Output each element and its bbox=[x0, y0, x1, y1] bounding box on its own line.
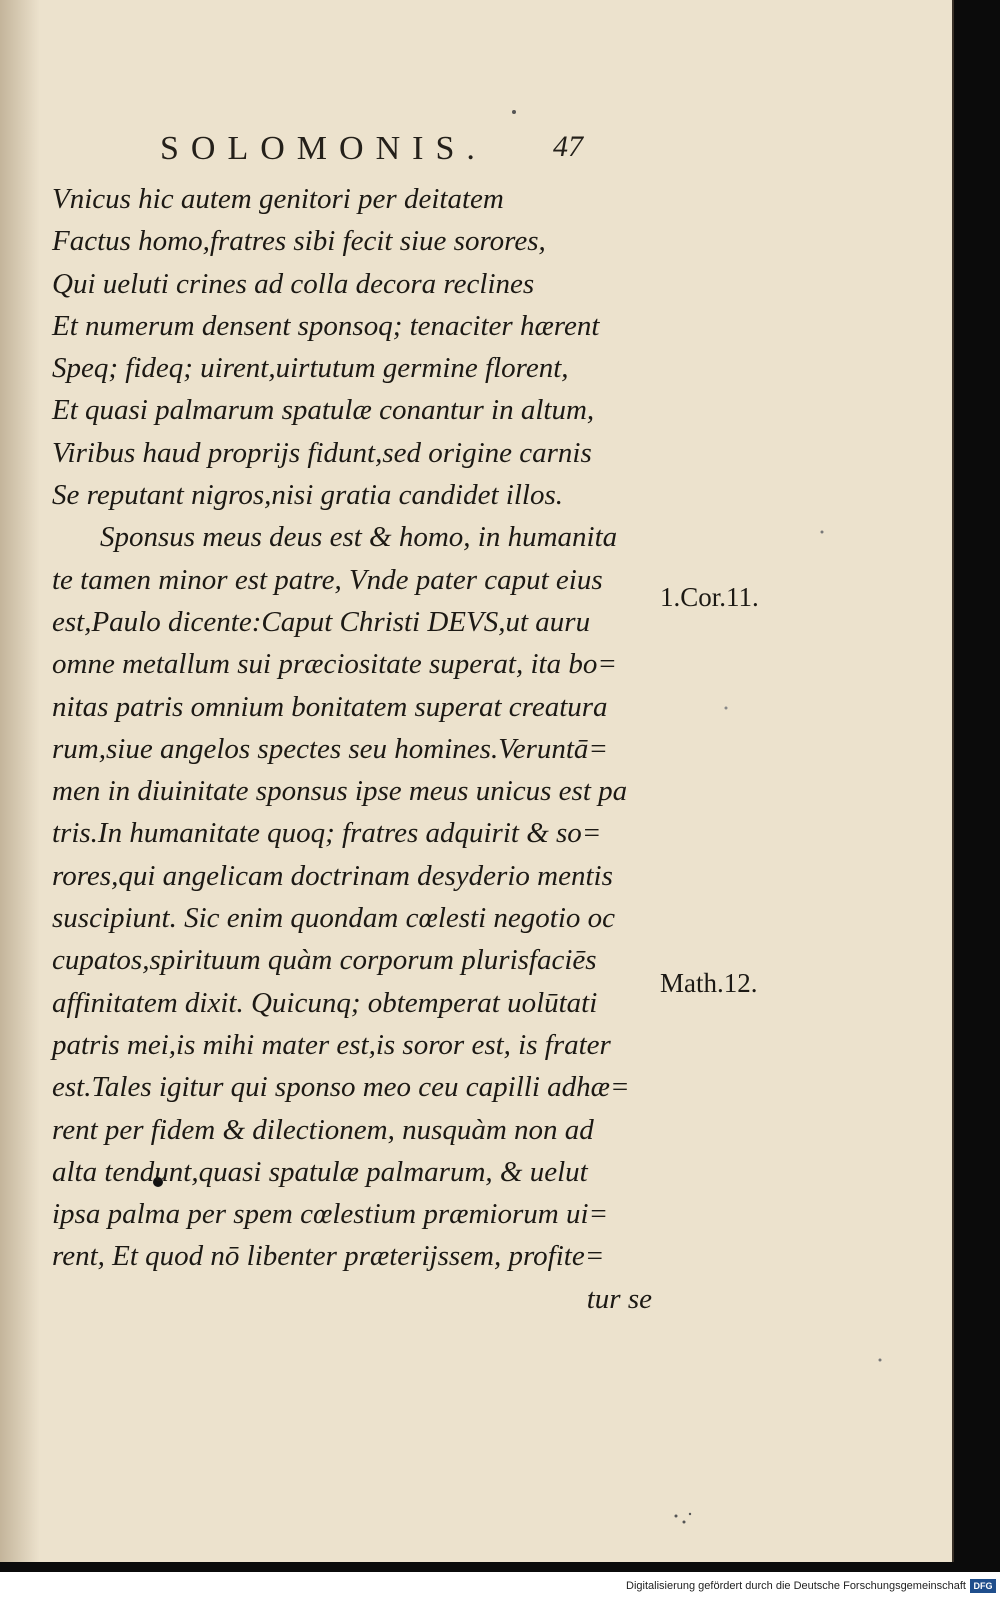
text-line: nitas patris omnium bonitatem superat creatura bbox=[52, 690, 608, 723]
text-line: suscipiunt. Sic enim quondam cœlesti negotio oc bbox=[52, 902, 616, 935]
text-line: rum,siue angelos spectes seu homines.Veruntā= bbox=[52, 732, 608, 765]
dfg-logo: DFG bbox=[970, 1579, 996, 1593]
text-line: omne metallum sui præciositate superat, ita bo= bbox=[52, 648, 617, 681]
text-line: Vnicus hic autem genitori per deitatem bbox=[52, 183, 504, 215]
text-line: Se reputant nigros,nisi gratia candidet illos. bbox=[52, 479, 563, 512]
text-line: alta tendunt,quasi spatulæ palmarum, & uelut bbox=[52, 1155, 588, 1188]
text-line: patris mei,is mihi mater est,is soror est, is frater bbox=[52, 1028, 611, 1061]
text-line: men in diuinitate sponsus ipse meus unicus est pa bbox=[52, 775, 628, 808]
text-line: rent, Et quod nō libenter præterijssem, profite= bbox=[52, 1240, 605, 1273]
text-line: Et quasi palmarum spatulæ conantur in altum, bbox=[52, 394, 595, 427]
text-line: cupatos,spirituum quàm corporum plurisfaciēs bbox=[52, 944, 597, 977]
text-line: Factus homo,fratres sibi fecit siue sorores, bbox=[52, 225, 546, 258]
text-line: Sponsus meus deus est & homo, in humanita bbox=[100, 521, 618, 554]
text-line: Et numerum densent sponsoq; tenaciter hærent bbox=[52, 309, 600, 342]
text-line: est,Paulo dicente:Caput Christi DEVS,ut auru bbox=[52, 605, 591, 638]
text-line: te tamen minor est patre, Vnde pater caput eius bbox=[52, 563, 603, 596]
running-head: SOLOMONIS. bbox=[160, 130, 487, 167]
text-line: affinitatem dixit. Quicunq; obtemperat uolūtati bbox=[52, 986, 598, 1019]
catchword: tur se bbox=[586, 1282, 652, 1315]
footer-credit: Digitalisierung gefördert durch die Deutsche Forschungsgemeinschaft bbox=[626, 1580, 966, 1592]
text-line: rores,qui angelicam doctrinam desyderio mentis bbox=[52, 859, 613, 892]
marginal-note-math: Math.12. bbox=[660, 968, 758, 998]
marginal-note-cor: 1.Cor.11. bbox=[660, 582, 759, 612]
text-line: est.Tales igitur qui sponso meo ceu capilli adhæ= bbox=[52, 1071, 630, 1104]
text-line: Qui ueluti crines ad colla decora reclines bbox=[52, 267, 535, 300]
text-line: rent per fidem & dilectionem, nusquàm non ad bbox=[52, 1113, 594, 1146]
text-line: tris.In humanitate quoq; fratres adquirit & so= bbox=[52, 817, 602, 850]
page-number: 47 bbox=[553, 130, 583, 163]
text-line: ipsa palma per spem cœlestium præmiorum ui= bbox=[52, 1198, 609, 1231]
text-line: Speq; fideq; uirent,uirtutum germine florent, bbox=[52, 352, 569, 385]
text-line: Viribus haud proprijs fidunt,sed origine carnis bbox=[52, 436, 592, 469]
text-block bbox=[52, 178, 652, 1320]
